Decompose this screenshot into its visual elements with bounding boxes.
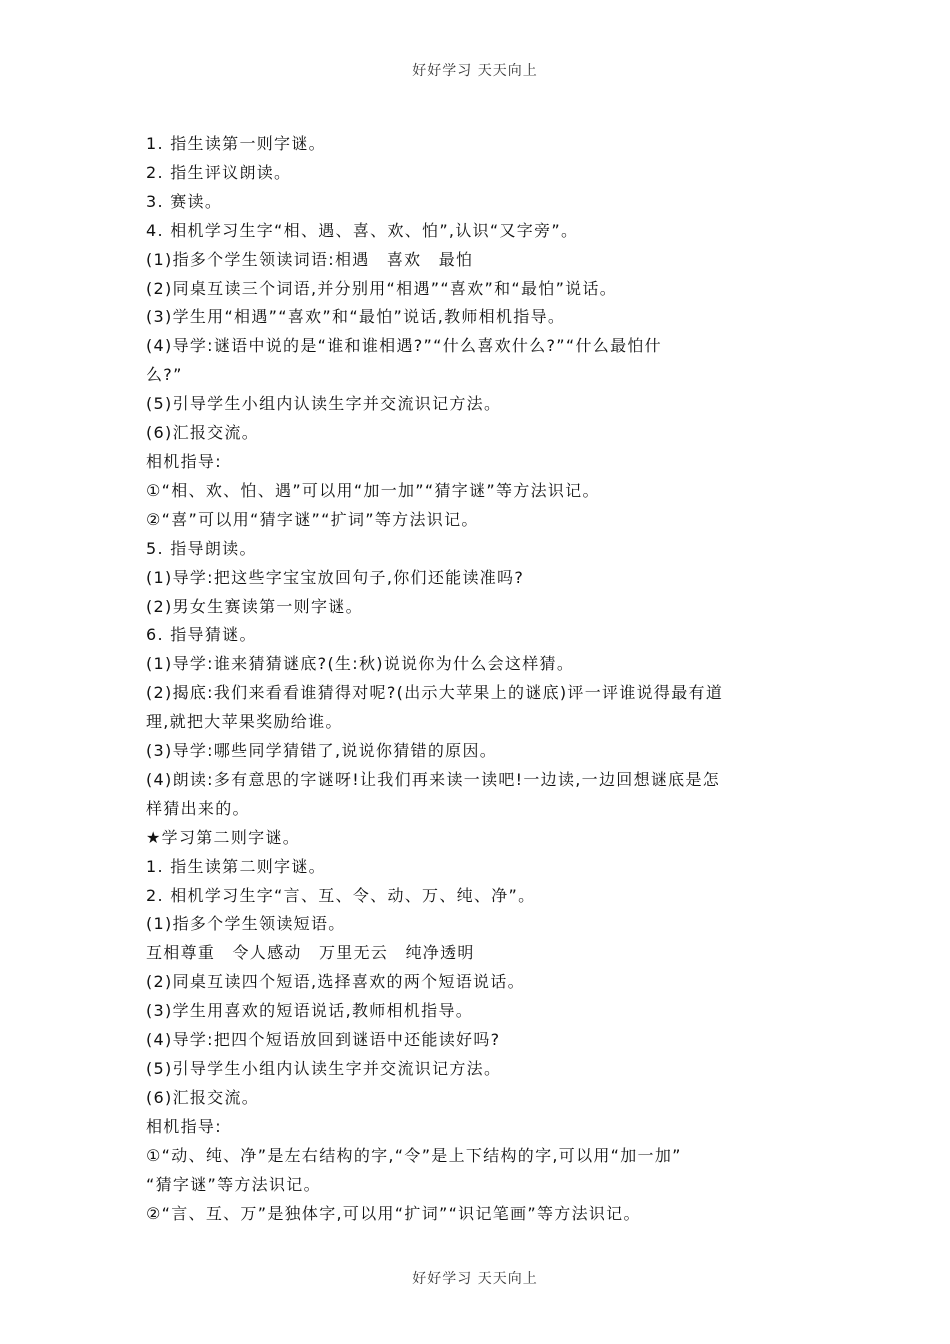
text-line: 4. 相机学习生字“相、遇、喜、欢、怕”,认识“又字旁”。 [146,220,579,240]
text-line: 3. 赛读。 [146,191,223,211]
text-line: (2)男女生赛读第一则字谜。 [146,596,363,616]
text-line: 相机指导: [146,451,222,471]
text-line: (4)朗读:多有意思的字谜呀!让我们再来读一读吧!一边读,一边回想谜底是怎 [146,769,721,789]
text-line: (4)导学:把四个短语放回到谜语中还能读好吗? [146,1030,501,1050]
text-line: (2)同桌互读三个词语,并分别用“相遇”“喜欢”和“最怕”说话。 [146,278,618,298]
text-line: 1. 指生读第一则字谜。 [146,134,326,153]
text-line: (2)同桌互读四个短语,选择喜欢的两个短语说话。 [146,972,525,992]
text-line: 样猜出来的。 [146,798,250,818]
text-line: (1)导学:谁来猜猜谜底?(生:秋)说说你为什么会这样猜。 [146,654,575,674]
text-line: (5)引导学生小组内认读生字并交流识记方法。 [146,394,502,414]
text-line: (1)导学:把这些字宝宝放回句子,你们还能读准吗? [146,567,525,587]
text-line: (4)导学:谜语中说的是“谁和谁相遇?”“什么喜欢什么?”“什么最怕什 [146,336,662,356]
text-line: 1. 指生读第二则字谜。 [146,856,326,876]
text-line: 2. 相机学习生字“言、互、令、动、万、纯、净”。 [146,885,536,905]
text-line: (3)学生用喜欢的短语说话,教师相机指导。 [146,1001,474,1021]
document-body [146,130,811,1228]
text-line: (1)指多个学生领读短语。 [146,914,346,934]
text-line: 2. 指生评议朗读。 [146,162,292,182]
text-line: ①“动、纯、净”是左右结构的字,“令”是上下结构的字,可以用“加一加” [146,1145,682,1165]
text-line: (5)引导学生小组内认读生字并交流识记方法。 [146,1059,502,1078]
text-line: “猜字谜”等方法识记。 [146,1174,321,1194]
text-line: 理,就把大苹果奖励给谁。 [146,712,343,732]
text-line: (6)汇报交流。 [146,423,260,443]
text-line: (3)导学:哪些同学猜错了,说说你猜错的原因。 [146,741,498,761]
text-line: (6)汇报交流。 [146,1087,260,1107]
text-line: ②“言、互、万”是独体字,可以用“扩词”“识记笔画”等方法识记。 [146,1203,641,1223]
text-line: 么?” [146,365,183,385]
text-line: 5. 指导朗读。 [146,538,257,558]
text-line: 6. 指导猜谜。 [146,625,257,645]
text-line: ①“相、欢、怕、遇”可以用“加一加”“猜字谜”等方法识记。 [146,480,600,500]
page-footer: 好好学习 天天向上 [412,1271,538,1287]
page-header: 好好学习 天天向上 [412,63,538,79]
text-line: (1)指多个学生领读词语:相遇 喜欢 最怕 [146,249,474,269]
text-line: 相机指导: [146,1116,222,1136]
text-line: (2)揭底:我们来看看谁猜得对呢?(出示大苹果上的谜底)评一评谁说得最有道 [146,683,724,703]
text-line: ★学习第二则字谜。 [146,827,301,847]
text-line: 互相尊重 令人感动 万里无云 纯净透明 [146,943,475,963]
text-line: ②“喜”可以用“猜字谜”“扩词”等方法识记。 [146,509,479,529]
text-line: (3)学生用“相遇”“喜欢”和“最怕”说话,教师相机指导。 [146,307,566,327]
